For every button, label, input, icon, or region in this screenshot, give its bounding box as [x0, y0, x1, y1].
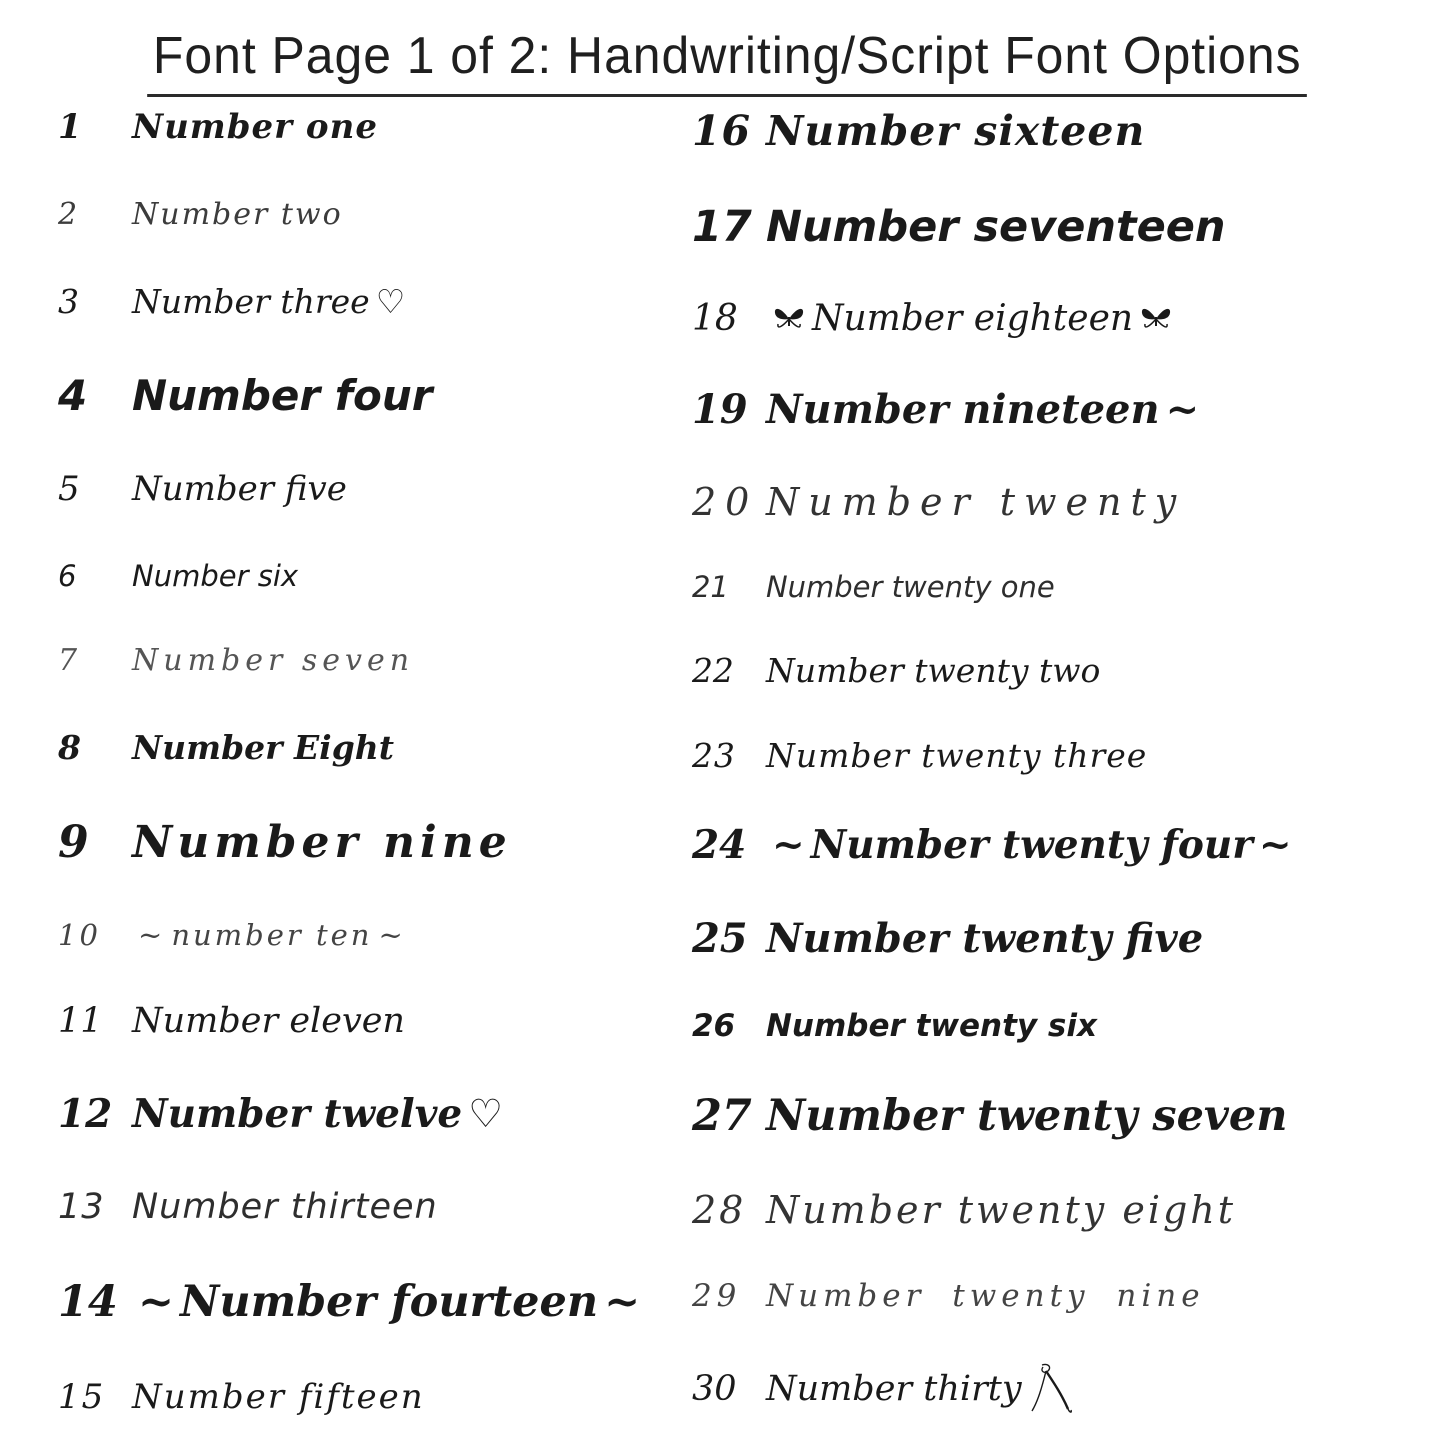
font-sample-text: Number Eight	[132, 727, 395, 767]
font-sample-row-16	[692, 107, 1415, 155]
font-sample-text: Number two	[132, 196, 343, 232]
font-option-number: 30	[691, 1368, 737, 1409]
font-option-number: 9	[58, 816, 94, 868]
font-sample-row-8	[58, 728, 674, 767]
font-sample-text: Number thirty	[765, 1368, 1022, 1409]
font-sample-row-28	[692, 1188, 1415, 1232]
font-option-number: 18	[691, 298, 738, 340]
font-option-number: 17	[691, 201, 752, 252]
font-sample-text: Number eighteen	[811, 298, 1134, 340]
font-sample-text: Number four	[132, 370, 433, 420]
font-sample-text: Number thirteen	[132, 1187, 438, 1228]
font-sample-row-14	[58, 1277, 674, 1327]
font-sample-row-30	[692, 1361, 1415, 1417]
font-sample-row-3	[58, 282, 674, 321]
font-option-number: 13	[58, 1187, 105, 1228]
branch-flourish-icon	[1028, 1361, 1074, 1417]
font-sample-row-20	[692, 480, 1415, 524]
font-column-left	[58, 107, 674, 1417]
font-sample-text: Number six	[132, 559, 299, 594]
font-option-number: 10	[58, 917, 101, 952]
font-sample-text: Number eleven	[132, 1001, 405, 1042]
font-option-number: 5	[58, 469, 80, 510]
font-sample-row-12	[58, 1091, 674, 1137]
font-sample-text: Number twenty five	[765, 914, 1204, 962]
font-option-number: 23	[691, 736, 736, 776]
font-sample-row-11	[58, 1001, 674, 1041]
font-option-number: 15	[58, 1376, 106, 1417]
font-sample-text: Number fifteen	[132, 1376, 425, 1417]
swash-flourish-icon: ~	[1165, 385, 1200, 433]
font-option-number: 22	[691, 650, 734, 690]
font-option-number: 16	[691, 107, 751, 155]
font-sample-row-15	[58, 1377, 674, 1417]
font-option-number: 27	[691, 1091, 752, 1142]
font-sample-text: Number nine	[132, 816, 512, 868]
font-sample-text: Number twenty seven	[765, 1091, 1288, 1142]
swash-flourish-icon: ~	[771, 822, 805, 869]
font-option-number: 19	[691, 385, 748, 433]
font-sample-text: Number seven	[132, 643, 415, 679]
font-sample-text: Number twenty nine	[765, 1278, 1205, 1315]
font-option-number: 21	[691, 570, 729, 605]
font-sample-row-4	[58, 371, 674, 420]
swash-flourish-icon: ~	[604, 1276, 641, 1327]
font-sample-row-13	[58, 1187, 674, 1227]
font-sample-text: Number twenty	[765, 479, 1186, 524]
font-option-number: 29	[691, 1278, 742, 1315]
butterfly-icon	[772, 304, 806, 334]
font-sample-row-23	[692, 736, 1415, 775]
font-sample-text: Number three	[132, 281, 370, 321]
font-sample-row-21	[692, 570, 1415, 604]
font-sample-row-18	[692, 298, 1415, 339]
font-sample-row-5	[58, 469, 674, 509]
font-sample-row-7	[58, 643, 674, 678]
font-sample-text: number ten	[171, 917, 373, 952]
font-sample-row-25	[692, 915, 1415, 962]
font-option-number: 2	[58, 196, 80, 232]
font-sample-text: Number twenty six	[765, 1008, 1097, 1045]
font-option-number: 24	[691, 822, 747, 869]
font-sample-row-24	[692, 822, 1415, 868]
font-sample-text: Number twenty four	[810, 822, 1253, 869]
page-title: Font Page 1 of 2: Handwriting/Script Font Options	[147, 26, 1307, 97]
font-sample-row-27	[692, 1091, 1415, 1141]
swash-flourish-icon: ~	[378, 917, 406, 952]
font-sample-text: Number one	[132, 107, 378, 147]
font-option-number: 26	[691, 1008, 736, 1045]
font-option-number: 6	[58, 559, 77, 594]
font-sample-text: Number sixteen	[765, 107, 1146, 155]
font-sample-text: Number fourteen	[180, 1276, 599, 1327]
font-sample-row-1	[58, 107, 674, 147]
swash-flourish-icon: ~	[138, 917, 166, 952]
font-sample-text: Number seventeen	[765, 201, 1226, 252]
swash-flourish-icon: ~	[138, 1276, 175, 1327]
font-sample-text: Number twenty two	[765, 650, 1101, 690]
font-sample-text: Number twelve	[132, 1091, 463, 1138]
swash-flourish-icon: ~	[1258, 822, 1292, 869]
font-option-number: 28	[691, 1187, 747, 1232]
font-option-number: 8	[58, 727, 81, 767]
font-option-number: 4	[58, 370, 88, 420]
font-sample-text: Number five	[132, 469, 347, 510]
font-sample-text: Number nineteen	[765, 385, 1160, 433]
font-option-number: 1	[58, 107, 83, 147]
font-option-number: 3	[58, 281, 79, 321]
font-sample-row-29	[692, 1278, 1415, 1314]
font-sample-text: Number twenty one	[765, 570, 1055, 605]
font-sample-text: Number twenty three	[765, 736, 1148, 776]
heart-flourish-icon: ♡	[375, 281, 406, 321]
font-option-number: 14	[58, 1276, 118, 1327]
font-sample-row-17	[692, 202, 1415, 252]
font-sample-row-6	[58, 559, 674, 593]
font-option-number: 11	[58, 1001, 103, 1042]
font-option-number: 7	[58, 643, 83, 679]
font-sample-columns	[58, 107, 1397, 1417]
font-sample-row-26	[692, 1008, 1415, 1044]
font-option-number: 20	[691, 479, 759, 524]
font-sample-text: Number twenty eight	[765, 1187, 1237, 1232]
heart-flourish-icon: ♡	[468, 1091, 504, 1138]
font-option-number: 12	[58, 1091, 113, 1138]
font-column-right	[692, 107, 1415, 1417]
font-sample-row-22	[692, 651, 1415, 690]
font-sample-row-10	[58, 918, 674, 952]
butterfly-icon	[1139, 304, 1173, 334]
font-sample-row-9	[58, 817, 674, 868]
font-sample-row-2	[58, 197, 674, 232]
font-sample-row-19	[692, 386, 1415, 433]
font-option-number: 25	[691, 914, 748, 962]
